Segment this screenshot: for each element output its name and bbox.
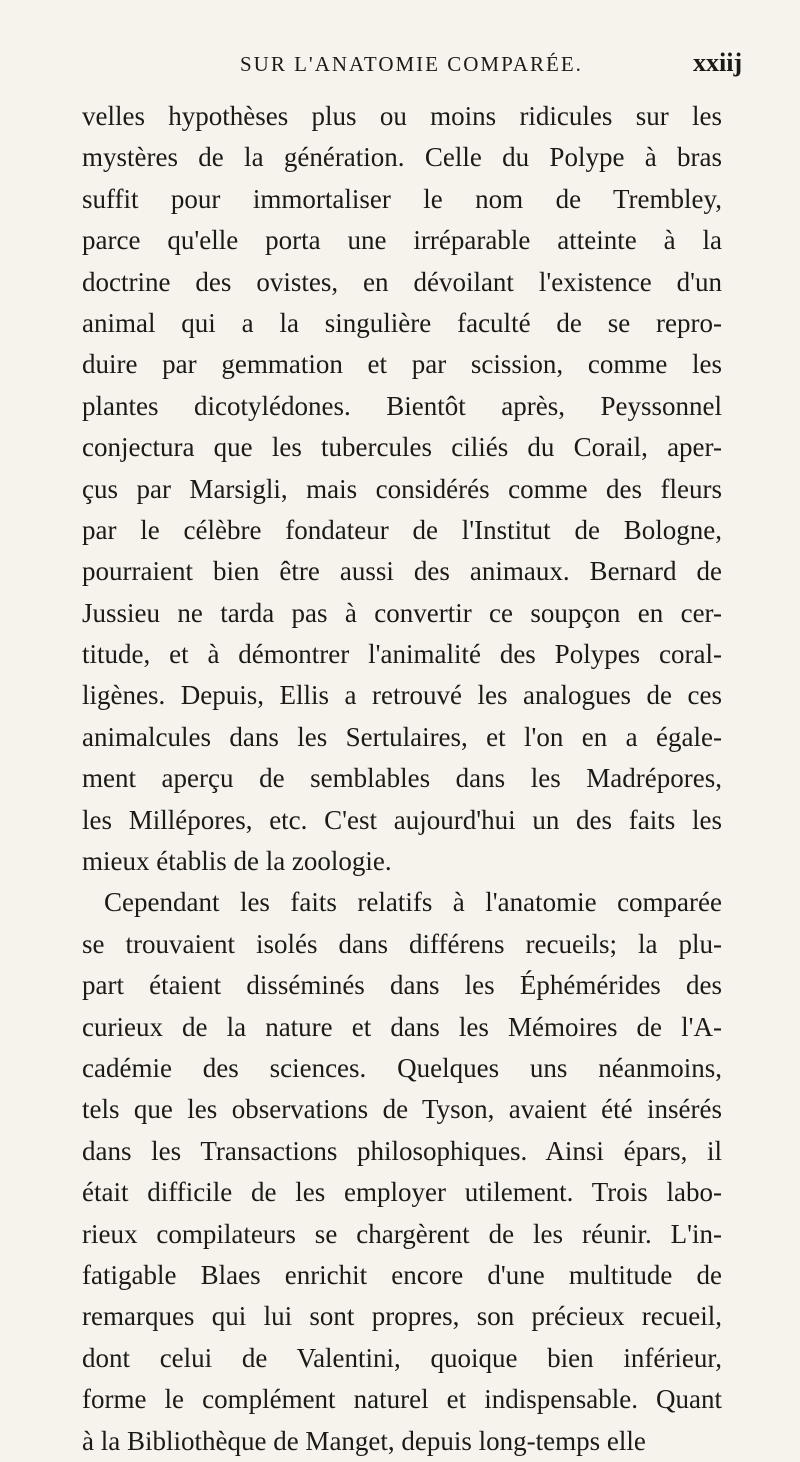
text-line: Cependant les faits relatifs à l'anatomie comparée <box>104 887 722 918</box>
text-line: remarques qui lui sont propres, son précieux recueil, <box>82 1301 722 1332</box>
running-title: SUR L'ANATOMIE COMPARÉE. <box>240 52 583 76</box>
text-line: çus par Marsigli, mais considérés comme des fleurs <box>82 473 722 504</box>
text-line: doctrine des ovistes, en dévoilant l'existence d'un <box>82 266 722 297</box>
text-line: dont celui de Valentini, quoique bien inférieur, <box>82 1342 722 1373</box>
text-line: se trouvaient isolés dans différens recueils; la plu- <box>82 928 722 959</box>
text-line: mieux établis de la zoologie. <box>82 846 392 877</box>
text-line: à la Bibliothèque de Manget, depuis long-temps elle <box>82 1425 646 1456</box>
text-line: rieux compilateurs se chargèrent de les réunir. L'in- <box>82 1218 722 1249</box>
text-line: les Millépores, etc. C'est aujourd'hui un des faits les <box>82 804 722 835</box>
text-line: conjectura que les tubercules ciliés du Corail, aper- <box>82 432 722 463</box>
text-line: tels que les observations de Tyson, avaient été insérés <box>82 1094 722 1125</box>
paragraph <box>82 882 722 1461</box>
text-line: ligènes. Depuis, Ellis a retrouvé les analogues de ces <box>82 680 722 711</box>
text-line: par le célèbre fondateur de l'Institut de Bologne, <box>82 514 722 545</box>
text-line: forme le complément naturel et indispensable. Quant <box>82 1384 722 1415</box>
body-text <box>82 96 722 1462</box>
text-line: titude, et à démontrer l'animalité des Polypes coral- <box>82 639 722 670</box>
text-line: animalcules dans les Sertulaires, et l'on en a égale- <box>82 721 722 752</box>
text-line: ment aperçu de semblables dans les Madrépores, <box>82 763 722 794</box>
text-line: était difficile de les employer utilement. Trois labo- <box>82 1177 722 1208</box>
running-head <box>0 48 800 92</box>
text-line: mystères de la génération. Celle du Polype à bras <box>82 142 722 173</box>
text-line: animal qui a la singulière faculté de se repro- <box>82 307 722 338</box>
text-line: suffit pour immortaliser le nom de Trembley, <box>82 183 722 214</box>
page-number: xxiij <box>693 48 743 77</box>
text-line: dans les Transactions philosophiques. Ainsi épars, il <box>82 1135 722 1166</box>
text-line: plantes dicotylédones. Bientôt après, Peyssonnel <box>82 390 722 421</box>
text-line: velles hypothèses plus ou moins ridicules sur les <box>82 101 722 131</box>
text-line: cadémie des sciences. Quelques uns néanmoins, <box>82 1052 722 1083</box>
text-line: fatigable Blaes enrichit encore d'une multitude de <box>82 1259 722 1290</box>
text-line: duire par gemmation et par scission, comme les <box>82 349 722 380</box>
text-line: part étaient disséminés dans les Éphémérides des <box>82 970 722 1001</box>
text-line: parce qu'elle porta une irréparable atteinte à la <box>82 225 722 256</box>
text-line: Jussieu ne tarda pas à convertir ce soupçon en cer- <box>82 597 722 628</box>
text-line: curieux de la nature et dans les Mémoires de l'A- <box>82 1011 722 1042</box>
text-line: pourraient bien être aussi des animaux. Bernard de <box>82 556 722 587</box>
paragraph <box>82 96 722 882</box>
